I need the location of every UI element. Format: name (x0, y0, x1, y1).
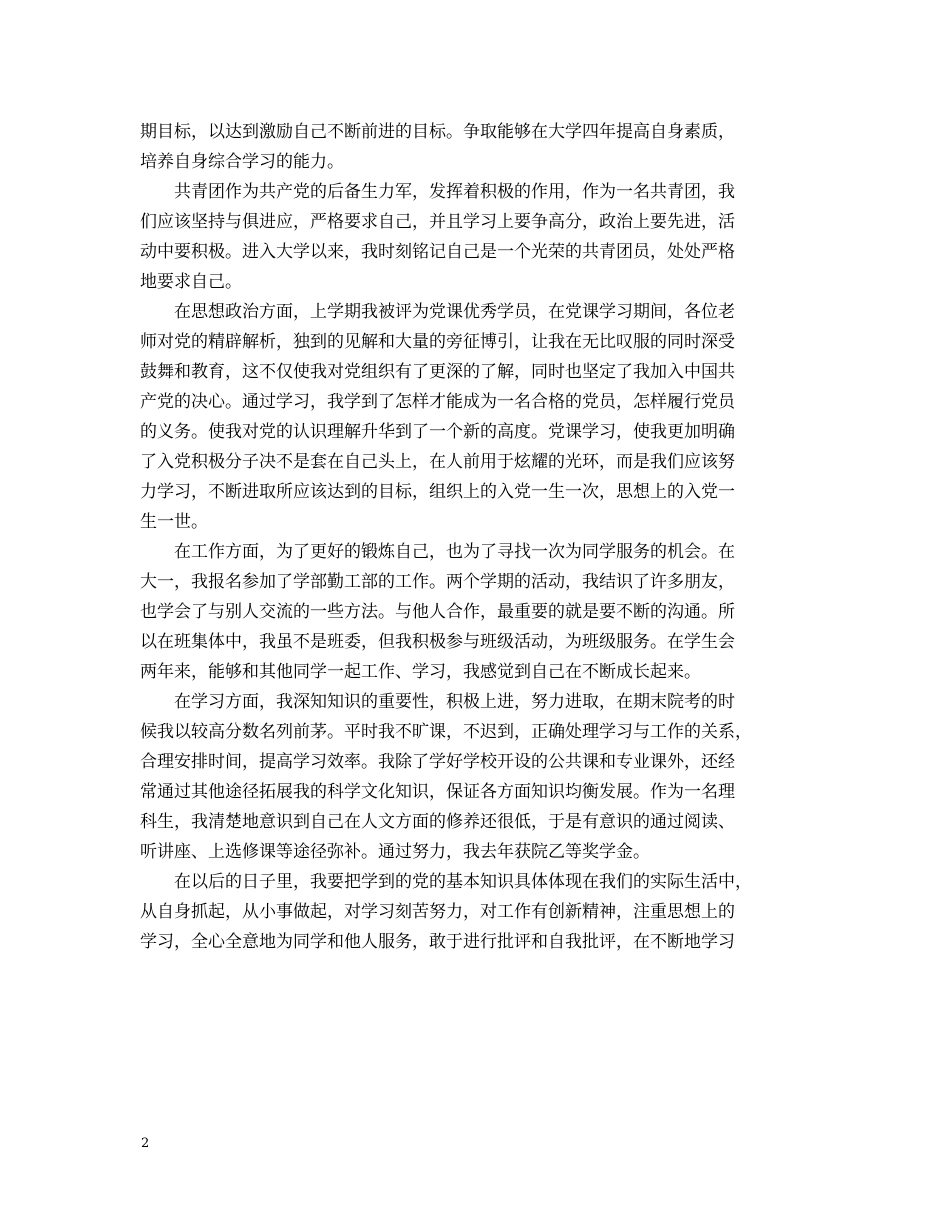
text-line: 地要求自己。 (140, 272, 242, 292)
text-line: 产党的决心。通过学习，我学到了怎样才能成为一名合格的党员，怎样履行党员 (140, 392, 735, 412)
text-line: 们应该坚持与俱进应，严格要求自己，并且学习上要争高分，政治上要先进，活 (140, 212, 735, 232)
text-line: 学习，全心全意地为同学和他人服务，敢于进行批评和自我批评，在不断地学习 (140, 932, 735, 952)
text-line: 常通过其他途径拓展我的科学文化知识，保证各方面知识均衡发展。作为一名理 (140, 782, 735, 802)
text-line: 也学会了与别人交流的一些方法。与他人合作，最重要的就是要不断的沟通。所 (140, 602, 735, 622)
text-line: 科生，我清楚地意识到自己在人文方面的修养还很低，于是有意识的通过阅读、 (140, 812, 735, 832)
text-line: 候我以较高分数名列前茅。平时我不旷课，不迟到，正确处理学习与工作的关系， (140, 722, 752, 742)
document-body (140, 117, 825, 957)
text-line: 共青团作为共产党的后备生力军，发挥着积极的作用，作为一名共青团，我 (140, 182, 735, 202)
text-line: 听讲座、上选修课等途径弥补。通过努力，我去年获院乙等奖学金。 (140, 842, 650, 862)
text-line: 师对党的精辟解析，独到的见解和大量的旁征博引，让我在无比叹服的同时深受 (140, 332, 735, 352)
text-line: 在工作方面，为了更好的锻炼自己，也为了寻找一次为同学服务的机会。在 (140, 542, 735, 562)
text-line: 培养自身综合学习的能力。 (140, 152, 344, 172)
text-line: 动中要积极。进入大学以来，我时刻铭记自己是一个光荣的共青团员，处处严格 (140, 242, 735, 262)
text-line: 在思想政治方面，上学期我被评为党课优秀学员，在党课学习期间，各位老 (140, 302, 735, 322)
text-line: 两年来，能够和其他同学一起工作、学习，我感觉到自己在不断成长起来。 (140, 662, 701, 682)
page-number: 2 (141, 1136, 150, 1151)
text-line: 在学习方面，我深知知识的重要性，积极上进，努力进取，在期末院考的时 (140, 692, 735, 712)
text-line: 从自身抓起，从小事做起，对学习刻苦努力，对工作有创新精神，注重思想上的 (140, 902, 735, 922)
text-line: 以在班集体中，我虽不是班委，但我积极参与班级活动，为班级服务。在学生会 (140, 632, 735, 652)
text-line: 力学习，不断进取所应该达到的目标，组织上的入党一生一次，思想上的入党一 (140, 482, 735, 502)
text-line: 大一，我报名参加了学部勤工部的工作。两个学期的活动，我结识了许多朋友， (140, 572, 735, 592)
text-line: 鼓舞和教育，这不仅使我对党组织有了更深的了解，同时也坚定了我加入中国共 (140, 362, 735, 382)
text-line: 了入党积极分子决不是套在自己头上，在人前用于炫耀的光环，而是我们应该努 (140, 452, 735, 472)
text-line: 期目标，以达到激励自己不断前进的目标。争取能够在大学四年提高自身素质， (140, 122, 735, 142)
text-line: 合理安排时间，提高学习效率。我除了学好学校开设的公共课和专业课外，还经 (140, 752, 735, 772)
text-line: 的义务。使我对党的认识理解升华到了一个新的高度。党课学习，使我更加明确 (140, 422, 735, 442)
text-line: 生一世。 (140, 512, 208, 532)
text-line: 在以后的日子里，我要把学到的党的基本知识具体体现在我们的实际生活中， (140, 872, 752, 892)
